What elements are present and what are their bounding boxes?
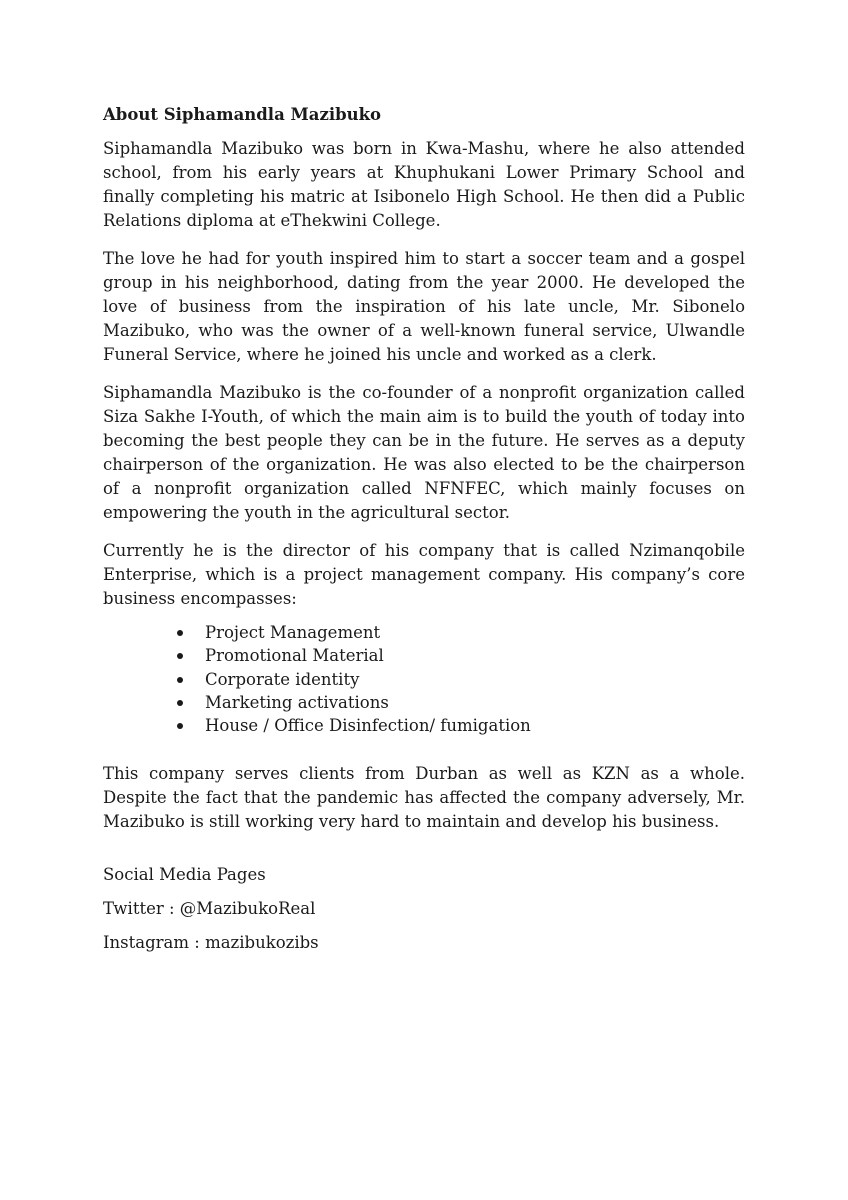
list-item — [177, 644, 745, 667]
services-list — [103, 621, 745, 737]
list-item-label: Project Management — [205, 623, 381, 642]
document-page — [103, 103, 745, 965]
paragraph-youth-business: The love he had for youth inspired him to start a soccer team and a gospel group in his neighborhood, dating from the year 2000. He developed the love of business from the inspiration of his late uncle, Mr. Sibonelo Mazibuko, who was the owner of a well-known funeral service, Ulwandle Funeral Service, where he joined his uncle and worked as a clerk. — [103, 249, 745, 364]
bullet-icon — [177, 723, 183, 729]
list-item — [177, 714, 745, 737]
list-item-label: Corporate identity — [205, 669, 360, 689]
twitter-handle: @MazibukoReal — [179, 899, 316, 919]
list-item-label: House / Office Disinfection/ fumigation — [205, 716, 531, 736]
paragraph-education: Siphamandla Mazibuko was born in Kwa-Mashu, where he also attended school, from his early years at Khuphukani Lower Primary School and finally completing his matric at Isibonelo High School. He then did a Public Relations diploma at eThekwini College. — [103, 139, 745, 230]
social-media-section — [103, 863, 745, 955]
list-item-label: Marketing activations — [205, 692, 389, 712]
bullet-icon — [177, 630, 183, 636]
page-title: About Siphamandla Mazibuko — [103, 105, 382, 124]
instagram-label: Instagram — [103, 933, 190, 953]
social-heading: Social Media Pages — [103, 865, 266, 885]
list-item-label: Promotional Material — [205, 646, 384, 666]
bullet-icon — [177, 677, 183, 683]
paragraph-closing: This company serves clients from Durban as well as KZN as a whole. Despite the fact that the pandemic has affected the company adversely, Mr. Mazibuko is still working very hard to maintain and develop his business. — [103, 764, 745, 832]
list-item — [177, 668, 745, 691]
bullet-icon — [177, 700, 183, 706]
instagram-handle: mazibukozibs — [205, 933, 319, 953]
list-item — [177, 691, 745, 714]
bullet-icon — [177, 653, 183, 659]
twitter-label: Twitter — [103, 899, 164, 919]
instagram-line: Instagram : mazibukozibs — [103, 933, 319, 953]
list-item — [177, 621, 745, 644]
twitter-line: Twitter : @MazibukoReal — [103, 899, 316, 919]
paragraph-nonprofit: Siphamandla Mazibuko is the co-founder of a nonprofit organization called Siza Sakhe I-Youth, of which the main aim is to build the youth of today into becoming the best people they can be in the future. He serves as a deputy chairperson of the organization. He was also elected to be the chairperson of a nonprofit organization called NFNFEC, which mainly focuses on empowering the youth in the agricultural sector. — [103, 383, 745, 522]
paragraph-company: Currently he is the director of his company that is called Nzimanqobile Enterprise, which is a project management company. His company’s core business encompasses: — [103, 541, 745, 608]
